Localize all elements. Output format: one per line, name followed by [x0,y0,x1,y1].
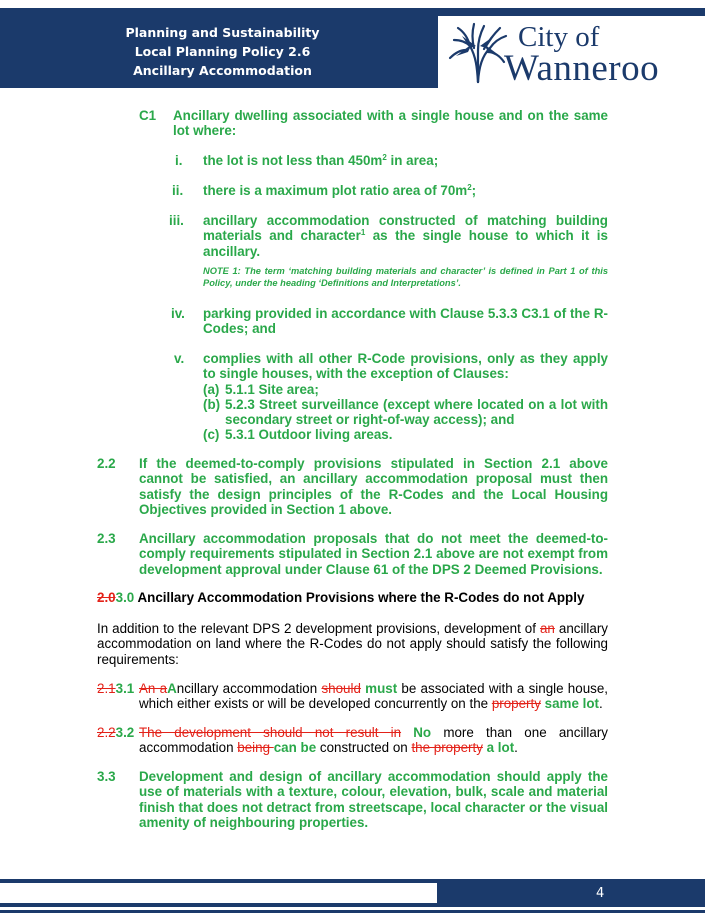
intro-text-a: In addition to the relevant DPS 2 development provisions, development of [97,621,540,636]
s32-ins3: a lot [482,740,515,756]
c1-ii-sup: 2 [467,183,472,192]
header-title-line3: Ancillary Accommodation [133,63,312,78]
section-2-2-text: If the deemed-to-comply provisions stipulated in Section 2.1 above cannot be satisfied, an ancillary accommodation proposal must then satisfy the design principles of the R-Codes and the Local Housing Objectives provided in Section 1 above. [139,456,608,518]
s32-t2: constructed on [316,740,412,756]
s31-del1: An a [139,681,168,696]
header-title-line1: Planning and Sustainability [125,25,320,40]
footer-white-panel [0,883,437,903]
heading-deleted-number: 2.0 [97,590,116,605]
heading-new-number: 3.0 [115,590,135,605]
intro-deleted-word: an [539,621,555,636]
s31-t3: . [599,696,603,712]
c1-ii-text [203,183,608,198]
s32-t1: more than one ancillary accommodation [139,725,608,756]
s31-t2: be associated with a single house, which either exists or will be developed concurrently on the [139,681,609,712]
c1-vc-label: (c) [203,427,220,442]
s31-del2: should [321,681,361,696]
c1-v-label: v. [174,351,185,366]
c1-iii-text [203,213,608,259]
intro-text-b: ancillary accommodation on land where the R-Codes do not apply should satisfy the following requirements: [97,621,608,667]
c1-i-label: i. [175,153,183,168]
city-logo [438,16,705,90]
c1-vb-label: (b) [203,397,221,412]
c1-ii-main: there is a maximum plot ratio area of 70m [203,183,468,198]
grass-tree-logo-icon [448,22,508,84]
s31-t1: ncillary accommodation [176,681,322,696]
section-3-2-text [139,725,608,756]
c1-va-text: 5.1.1 Site area; [225,382,319,397]
s32-del1: The development should not result in [139,725,402,740]
s32-ins1: No [401,725,432,740]
footer-bottom-line [0,910,705,913]
c1-iii-tail: as the single house to which it is ancillary. [203,228,608,259]
section-3-2-label [97,725,134,740]
c1-va-label: (a) [203,382,220,397]
c1-ii-label: ii. [172,183,184,198]
c1-i-main: the lot is not less than 450m [203,153,383,168]
section-3-3-label: 3.3 [97,769,116,784]
c1-ii-tail: ; [471,183,477,198]
c1-label: C1 [139,108,157,123]
section-2-2-label: 2.2 [97,456,116,471]
s31-ins3: same lot [540,696,599,712]
page-header [0,8,705,88]
section-3-1-label [97,681,134,696]
c1-vb-text: 5.2.3 Street surveillance (except where located on a lot with secondary street or right-of-way access); and [225,397,608,428]
s31-del3: property [491,696,541,712]
c1-iv-label: iv. [171,306,185,321]
section-3-0-heading [97,590,617,606]
s32-del3: the property [411,740,483,756]
s31-new-number: 3.1 [115,681,135,696]
section-3-1-text [139,681,608,712]
section-3-3-text: Development and design of ancillary accommodation should apply the use of materials with a texture, colour, elevation, bulk, scale and material finish that does not detract from streetscape, local character or the visual amenity of neighbouring properties. [139,769,608,831]
section-2-3-text: Ancillary accommodation proposals that do not meet the deemed-to-comply requirements stipulated in Section 2.1 above are not exempt from development approval under Clause 61 of the DPS 2 Deemed Provisions. [139,531,608,577]
intro-paragraph [97,621,608,667]
c1-iii-label: iii. [169,213,184,228]
c1-iv-text: parking provided in accordance with Clause 5.3.3 C3.1 of the R-Codes; and [203,306,608,337]
c1-iii-sup: 1 [360,228,366,238]
s31-ins1: A [167,681,177,696]
top-band [0,0,705,6]
page-number: 4 [596,886,605,901]
logo-name-text: Wanneroo [504,48,660,89]
page-footer [0,879,705,907]
s32-t3: . [514,740,518,756]
s31-ins2: must [360,681,398,696]
heading-title: Ancillary Accommodation Provisions where the R-Codes do not Apply [134,590,585,605]
s32-new-number: 3.2 [115,725,135,740]
c1-vc-text: 5.3.1 Outdoor living areas. [225,427,393,442]
c1-i-text [203,153,608,168]
s32-deleted-number: 2.2 [97,725,116,740]
c1-v-text: complies with all other R-Code provisions, only as they apply to single houses, with the exception of Clauses: [203,351,608,382]
s32-del2: being [237,740,274,756]
c1-text: Ancillary dwelling associated with a single house and on the same lot where: [173,108,608,139]
logo-city-text: City of [518,21,600,53]
s31-deleted-number: 2.1 [97,681,116,696]
c1-iii-main: ancillary accommodation constructed of matching building materials and character [203,213,608,244]
header-title [120,23,325,80]
c1-note: NOTE 1: The term ‘matching building materials and character’ is defined in Part 1 of this Policy, under the heading ‘Definitions and Interpretations’. [203,266,608,288]
c1-i-sup: 2 [382,153,387,162]
header-title-line2: Local Planning Policy 2.6 [134,44,311,59]
c1-i-tail: in area; [386,153,439,168]
section-2-3-label: 2.3 [97,531,116,546]
s32-ins2: can be [273,740,317,756]
